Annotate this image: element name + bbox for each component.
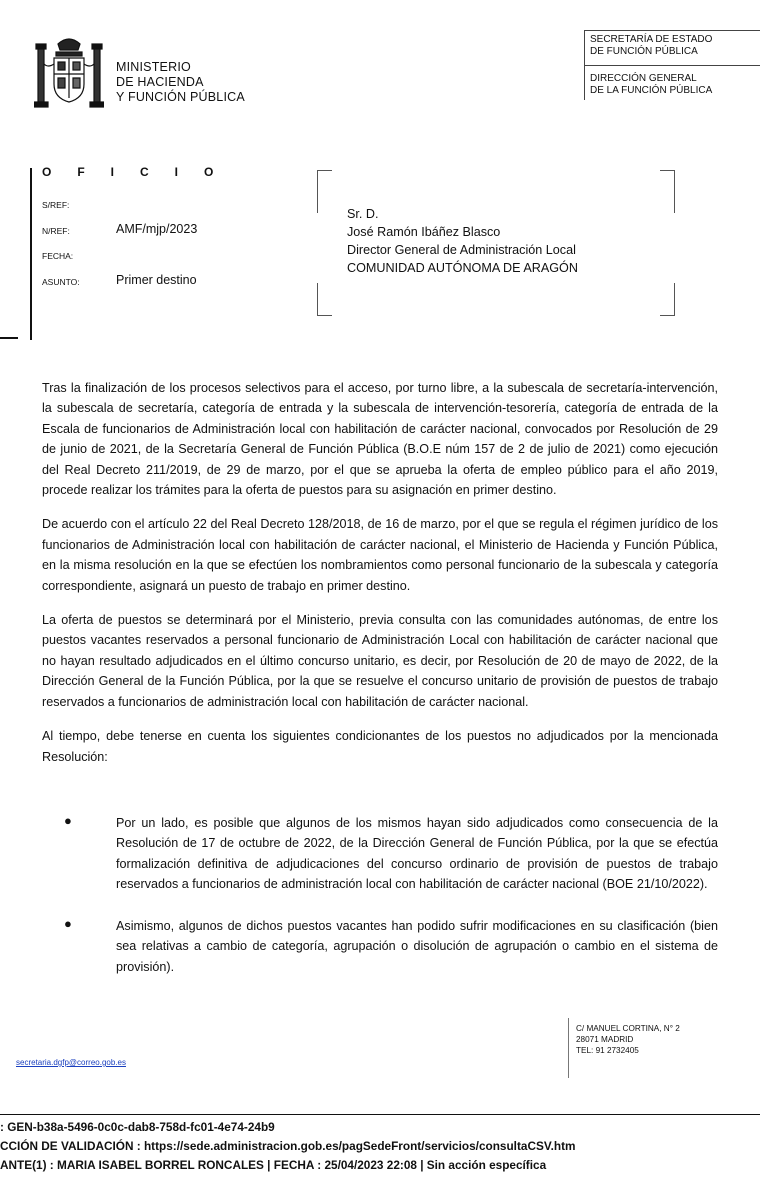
ministry-line: Y FUNCIÓN PÚBLICA (116, 90, 245, 104)
address-line: C/ MANUEL CORTINA, N° 2 (576, 1024, 680, 1033)
address-corner (660, 170, 675, 213)
direccion-line: DIRECCIÓN GENERAL (590, 73, 697, 84)
csv-code: : GEN-b38a-5496-0c0c-dab8-758d-fc01-4e74-24b9 (0, 1120, 275, 1134)
recipient-line: Director General de Administración Local (347, 243, 576, 257)
asunto-label: ASUNTO: (42, 277, 80, 287)
address-corner (317, 170, 332, 213)
recipient-line: José Ramón Ibáñez Blasco (347, 225, 501, 239)
ministry-line: DE HACIENDA (116, 75, 204, 89)
recipient-line: Sr. D. (347, 207, 379, 221)
direccion-line: DE LA FUNCIÓN PÚBLICA (590, 85, 713, 96)
email-link[interactable]: secretaria.dgfp@correo.gob.es (16, 1058, 126, 1067)
address-corner (660, 283, 675, 316)
sref-label: S/REF: (42, 200, 70, 210)
body-paragraph: Tras la finalización de los procesos selectivos para el acceso, por turno libre, a la subescala de secretaría-intervención, la subescala de secretaría, categoría de entrada y la subescala de intervención-tesorería, categoría de entrada de la Escala de funcionarios de Administración local con habilitación de carácter nacional, convocados por Resolución de 29 de junio de 2021, de la Secretaría General de Función Pública (B.O.E núm 157 de 2 de julio de 2021) como ejecución del Real Decreto 211/2019, de 29 de marzo, por el que se aprueba la oferta de empleo público para el año 2019, procede realizar los trámites para la oferta de puestos para su asignación en primer destino. (42, 381, 718, 498)
ministry-name (116, 60, 245, 105)
bullet-icon: ● (64, 916, 72, 931)
body-paragraph: La oferta de puestos se determinará por el Ministerio, previa consulta con las comunidades autónomas, de entre los puestos vacantes reservados a personal funcionario de Administración Local con habilitación de carácter nacional que no hayan resultado adjudicados en el último concurso unitario, es decir, por Resolución de 20 de mayo de 2022, de la Dirección General de la Función Pública, por la que se resuelve el concurso unitario de provisión de puestos de trabajo reservados a funcionarios de administración local con habilitación de carácter nacional. (42, 613, 718, 709)
recipient-line: COMUNIDAD AUTÓNOMA DE ARAGÓN (347, 261, 578, 275)
bullet-item: Asimismo, algunos de dichos puestos vacantes han podido sufrir modificaciones en su clasificación (bien sea relativas a cambio de categoría, agrupación o disolución de agrupación o cambio en el sistema de provisión). (116, 919, 718, 974)
body-paragraph: De acuerdo con el artículo 22 del Real Decreto 128/2018, de 16 de marzo, por el que se regula el régimen jurídico de los funcionarios de Administración local con habilitación de carácter nacional, el Ministerio de Hacienda y Función Pública, en la misma resolución en la que se efectúen los nombramientos como personal funcionario de la subescala y categoría correspondiente, asignará un puesto de trabajo en primer destino. (42, 517, 718, 593)
secretaria-line: SECRETARÍA DE ESTADO (590, 34, 713, 45)
oficio-bracket-foot (0, 337, 18, 339)
nref-value: AMF/mjp/2023 (116, 222, 198, 236)
oficio-bracket (0, 168, 32, 340)
letter-body (42, 378, 718, 781)
bullet-icon: ● (64, 813, 72, 828)
csv-divider (0, 1114, 760, 1115)
csv-validation-url: CCIÓN DE VALIDACIÓN : https://sede.administracion.gob.es/pagSedeFront/servicios/consultaCSV.htm (0, 1139, 576, 1153)
ministry-line: MINISTERIO (116, 60, 191, 74)
secretaria-label (590, 34, 712, 58)
asunto-value: Primer destino (116, 273, 197, 287)
nref-label: N/REF: (42, 226, 70, 236)
csv-signer: ANTE(1) : MARIA ISABEL BORREL RONCALES | FECHA : 25/04/2023 22:08 | Sin acción específica (0, 1158, 547, 1172)
bullet-item: Por un lado, es posible que algunos de los mismos hayan sido adjudicados como consecuencia de la Resolución de 17 de octubre de 2022, de la Dirección General de Función Pública, por la que se efectúa formalización definitiva de adjudicaciones del concurso ordinario de provisión de puestos de trabajo reservados a funcionarios de administración local con habilitación de carácter nacional (BOE 21/10/2022). (116, 816, 718, 892)
office-address (576, 1023, 680, 1056)
address-line: TEL: 91 2732405 (576, 1046, 639, 1055)
secretaria-line: DE FUNCIÓN PÚBLICA (590, 46, 698, 57)
coat-of-arms-logo (34, 34, 104, 110)
recipient-address (347, 205, 578, 277)
address-corner (317, 283, 332, 316)
direccion-label (590, 73, 712, 97)
oficio-title: OFICIO (42, 165, 240, 179)
address-line: 28071 MADRID (576, 1035, 634, 1044)
address-divider (568, 1018, 569, 1078)
fecha-label: FECHA: (42, 251, 74, 261)
body-paragraph: Al tiempo, debe tenerse en cuenta los siguientes condicionantes de los puestos no adjudicados por la mencionada Resolución: (42, 729, 718, 764)
